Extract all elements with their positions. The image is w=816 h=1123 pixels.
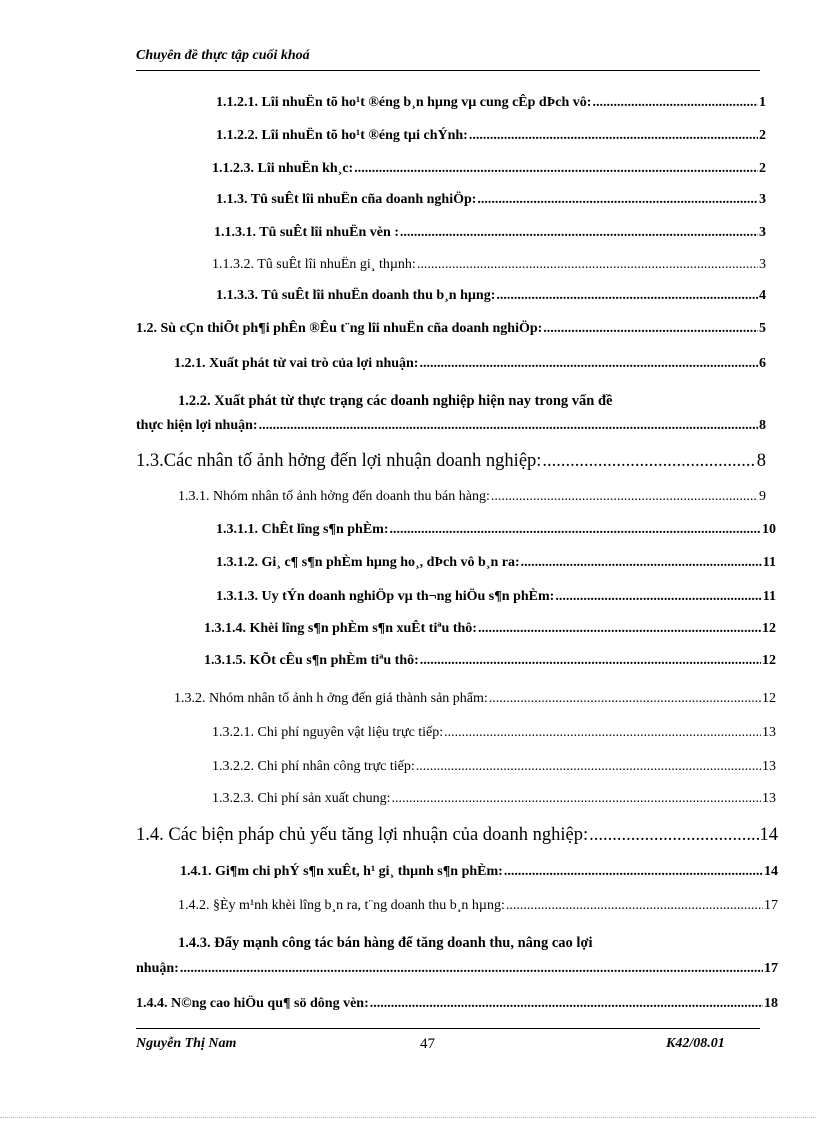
toc-entry-page: 12 bbox=[762, 621, 776, 636]
toc-entry-text: 1.1.2.1. Lîi nhuËn tõ ho¹t ®éng b¸n hµng vµ cung cÊp dÞch vô: bbox=[216, 95, 592, 110]
toc-entry[interactable] bbox=[212, 726, 776, 740]
toc-entry[interactable] bbox=[136, 322, 766, 336]
toc-entry-text: 1.3.2.3. Chi phí sản xuất chung: bbox=[212, 791, 391, 806]
toc-entry-text: 1.3.1. Nhóm nhân tố ảnh hởng đến doanh thu bán hàng: bbox=[178, 489, 490, 504]
toc-entry-page: 3 bbox=[759, 225, 766, 240]
toc-entry-text: 1.1.3.3. Tû suÊt lîi nhuËn doanh thu b¸n hµng: bbox=[216, 288, 496, 303]
footer-author: Nguyễn Thị Nam bbox=[136, 1036, 237, 1051]
toc-entry-text-line1: 1.2.2. Xuất phát từ thực trạng các doanh nghiệp hiện nay trong vấn đề bbox=[178, 393, 613, 409]
toc-entry[interactable] bbox=[212, 760, 776, 774]
toc-entry[interactable] bbox=[178, 490, 766, 504]
toc-entry[interactable] bbox=[212, 258, 766, 272]
toc-entry[interactable] bbox=[216, 523, 776, 537]
toc-entry-text: 1.2.1. Xuất phát từ vai trò của lợi nhuận: bbox=[174, 356, 419, 371]
toc-entry[interactable] bbox=[216, 193, 766, 207]
toc-entry[interactable] bbox=[216, 96, 766, 110]
toc-entry[interactable] bbox=[216, 556, 776, 570]
toc-entry[interactable] bbox=[216, 590, 776, 604]
toc-entry[interactable] bbox=[136, 826, 778, 845]
toc-entry-page: 11 bbox=[762, 555, 776, 570]
toc-entry-page: 2 bbox=[759, 161, 766, 176]
toc-entry-page: 14 bbox=[764, 864, 778, 879]
toc-entry-page: 18 bbox=[764, 996, 778, 1011]
toc-entry-page: 1 bbox=[759, 95, 766, 110]
toc-entry-text: 1.1.3.1. Tû suÊt lîi nhuËn vèn : bbox=[214, 225, 399, 240]
toc-entry-text: 1.3.1.5. KÕt cÊu s¶n phÈm tiªu thô: bbox=[204, 653, 419, 668]
toc-entry-text: 1.3.1.1. ChÊt lîng s¶n phÈm: bbox=[216, 522, 389, 537]
toc-entry[interactable] bbox=[204, 622, 776, 636]
toc-entry-page: 3 bbox=[759, 257, 766, 272]
toc-entry-text: 1.3.1.2. Gi¸ c¶ s¶n phÈm hµng ho¸, dÞch vô b¸n ra: bbox=[216, 555, 520, 570]
toc-entry-page: 11 bbox=[762, 589, 776, 604]
toc-entry-page: 14 bbox=[759, 825, 778, 845]
toc-entry-page: 12 bbox=[762, 691, 776, 706]
header-divider bbox=[136, 70, 760, 71]
toc-entry-text: 1.4.4. N©ng cao hiÖu qu¶ sö dông vèn: bbox=[136, 996, 369, 1011]
toc-entry-text: 1.3.1.4. Khèi lîng s¶n phÈm s¶n xuÊt tiªu thô: bbox=[204, 621, 477, 636]
toc-entry-text: 1.3.2. Nhóm nhân tố ảnh h ởng đến giá thành sản phẩm: bbox=[174, 691, 488, 706]
toc-entry[interactable] bbox=[204, 654, 776, 668]
footer-code: K42/08.01 bbox=[666, 1036, 725, 1051]
page-header-title: Chuyên đề thực tập cuối khoá bbox=[136, 48, 310, 63]
toc-entry-page: 4 bbox=[759, 288, 766, 303]
toc-entry-page: 12 bbox=[762, 653, 776, 668]
toc-entry-page: 17 bbox=[764, 961, 778, 976]
toc-entry[interactable] bbox=[216, 129, 766, 143]
toc-entry-page: 13 bbox=[762, 725, 776, 740]
page-bottom-edge bbox=[0, 1117, 816, 1118]
toc-entry[interactable] bbox=[216, 289, 766, 303]
toc-entry-text: 1.3.Các nhân tố ảnh hởng đến lợi nhuận doanh nghiệp: bbox=[136, 451, 542, 471]
toc-entry[interactable] bbox=[136, 962, 778, 976]
toc-entry-text: 1.1.2.3. Lîi nhuËn kh¸c: bbox=[212, 161, 354, 176]
toc-entry-text: 1.3.2.1. Chi phí nguyên vật liệu trực tiếp: bbox=[212, 725, 444, 740]
toc-entry-text: 1.4. Các biện pháp chủ yếu tăng lợi nhuận của doanh nghiệp: bbox=[136, 825, 589, 845]
toc-entry-text: 1.2. Sù cÇn thiÕt ph¶i phÊn ®Êu t¨ng lîi nhuËn cña doanh nghiÖp: bbox=[136, 321, 543, 336]
toc-entry-page: 9 bbox=[759, 489, 766, 504]
toc-entry-text: 1.1.3.2. Tû suÊt lîi nhuËn gi¸ thµnh: bbox=[212, 257, 416, 272]
toc-entry-text: 1.4.2. §Èy m¹nh khèi lîng b¸n ra, t¨ng doanh thu b¸n hµng: bbox=[178, 898, 505, 913]
toc-entry[interactable] bbox=[174, 692, 776, 706]
toc-entry[interactable] bbox=[180, 865, 778, 879]
toc-entry-page: 2 bbox=[759, 128, 766, 143]
toc-entry-text: 1.3.2.2. Chi phí nhân công trực tiếp: bbox=[212, 759, 415, 774]
toc-entry-text: 1.1.3. Tû suÊt lîi nhuËn cña doanh nghiÖp: bbox=[216, 192, 477, 207]
toc-entry-page: 8 bbox=[759, 418, 766, 433]
toc-entry-page: 13 bbox=[762, 759, 776, 774]
toc-entry-page: 8 bbox=[756, 451, 766, 471]
toc-entry[interactable] bbox=[212, 162, 766, 176]
footer-divider bbox=[136, 1028, 760, 1029]
toc-entry[interactable] bbox=[136, 997, 778, 1011]
toc-entry[interactable] bbox=[136, 419, 766, 433]
toc-entry-page: 5 bbox=[759, 321, 766, 336]
toc-entry-text: nhuận: bbox=[136, 961, 179, 976]
toc-entry[interactable] bbox=[136, 452, 766, 471]
toc-entry[interactable] bbox=[178, 899, 778, 913]
toc-entry-page: 6 bbox=[759, 356, 766, 371]
toc-entry-text: thực hiện lợi nhuận: bbox=[136, 418, 258, 433]
toc-entry[interactable] bbox=[212, 792, 776, 806]
toc-entry-text-line1: 1.4.3. Đẩy mạnh công tác bán hàng để tăng doanh thu, nâng cao lợi bbox=[178, 935, 593, 951]
toc-entry-text: 1.4.1. Gi¶m chi phÝ s¶n xuÊt, h¹ gi¸ thµnh s¶n phÈm: bbox=[180, 864, 503, 879]
toc-entry[interactable] bbox=[214, 226, 766, 240]
toc-entry-page: 3 bbox=[759, 192, 766, 207]
toc-entry-text: 1.1.2.2. Lîi nhuËn tõ ho¹t ®éng tµi chÝnh: bbox=[216, 128, 468, 143]
toc-entry[interactable] bbox=[174, 357, 766, 371]
toc-entry-page: 17 bbox=[764, 898, 778, 913]
footer-page-number: 47 bbox=[420, 1036, 435, 1052]
toc-entry-page: 13 bbox=[762, 791, 776, 806]
toc-entry-page: 10 bbox=[762, 522, 776, 537]
toc-entry-text: 1.3.1.3. Uy tÝn doanh nghiÖp vµ th¬ng hiÖu s¶n phÈm: bbox=[216, 589, 555, 604]
